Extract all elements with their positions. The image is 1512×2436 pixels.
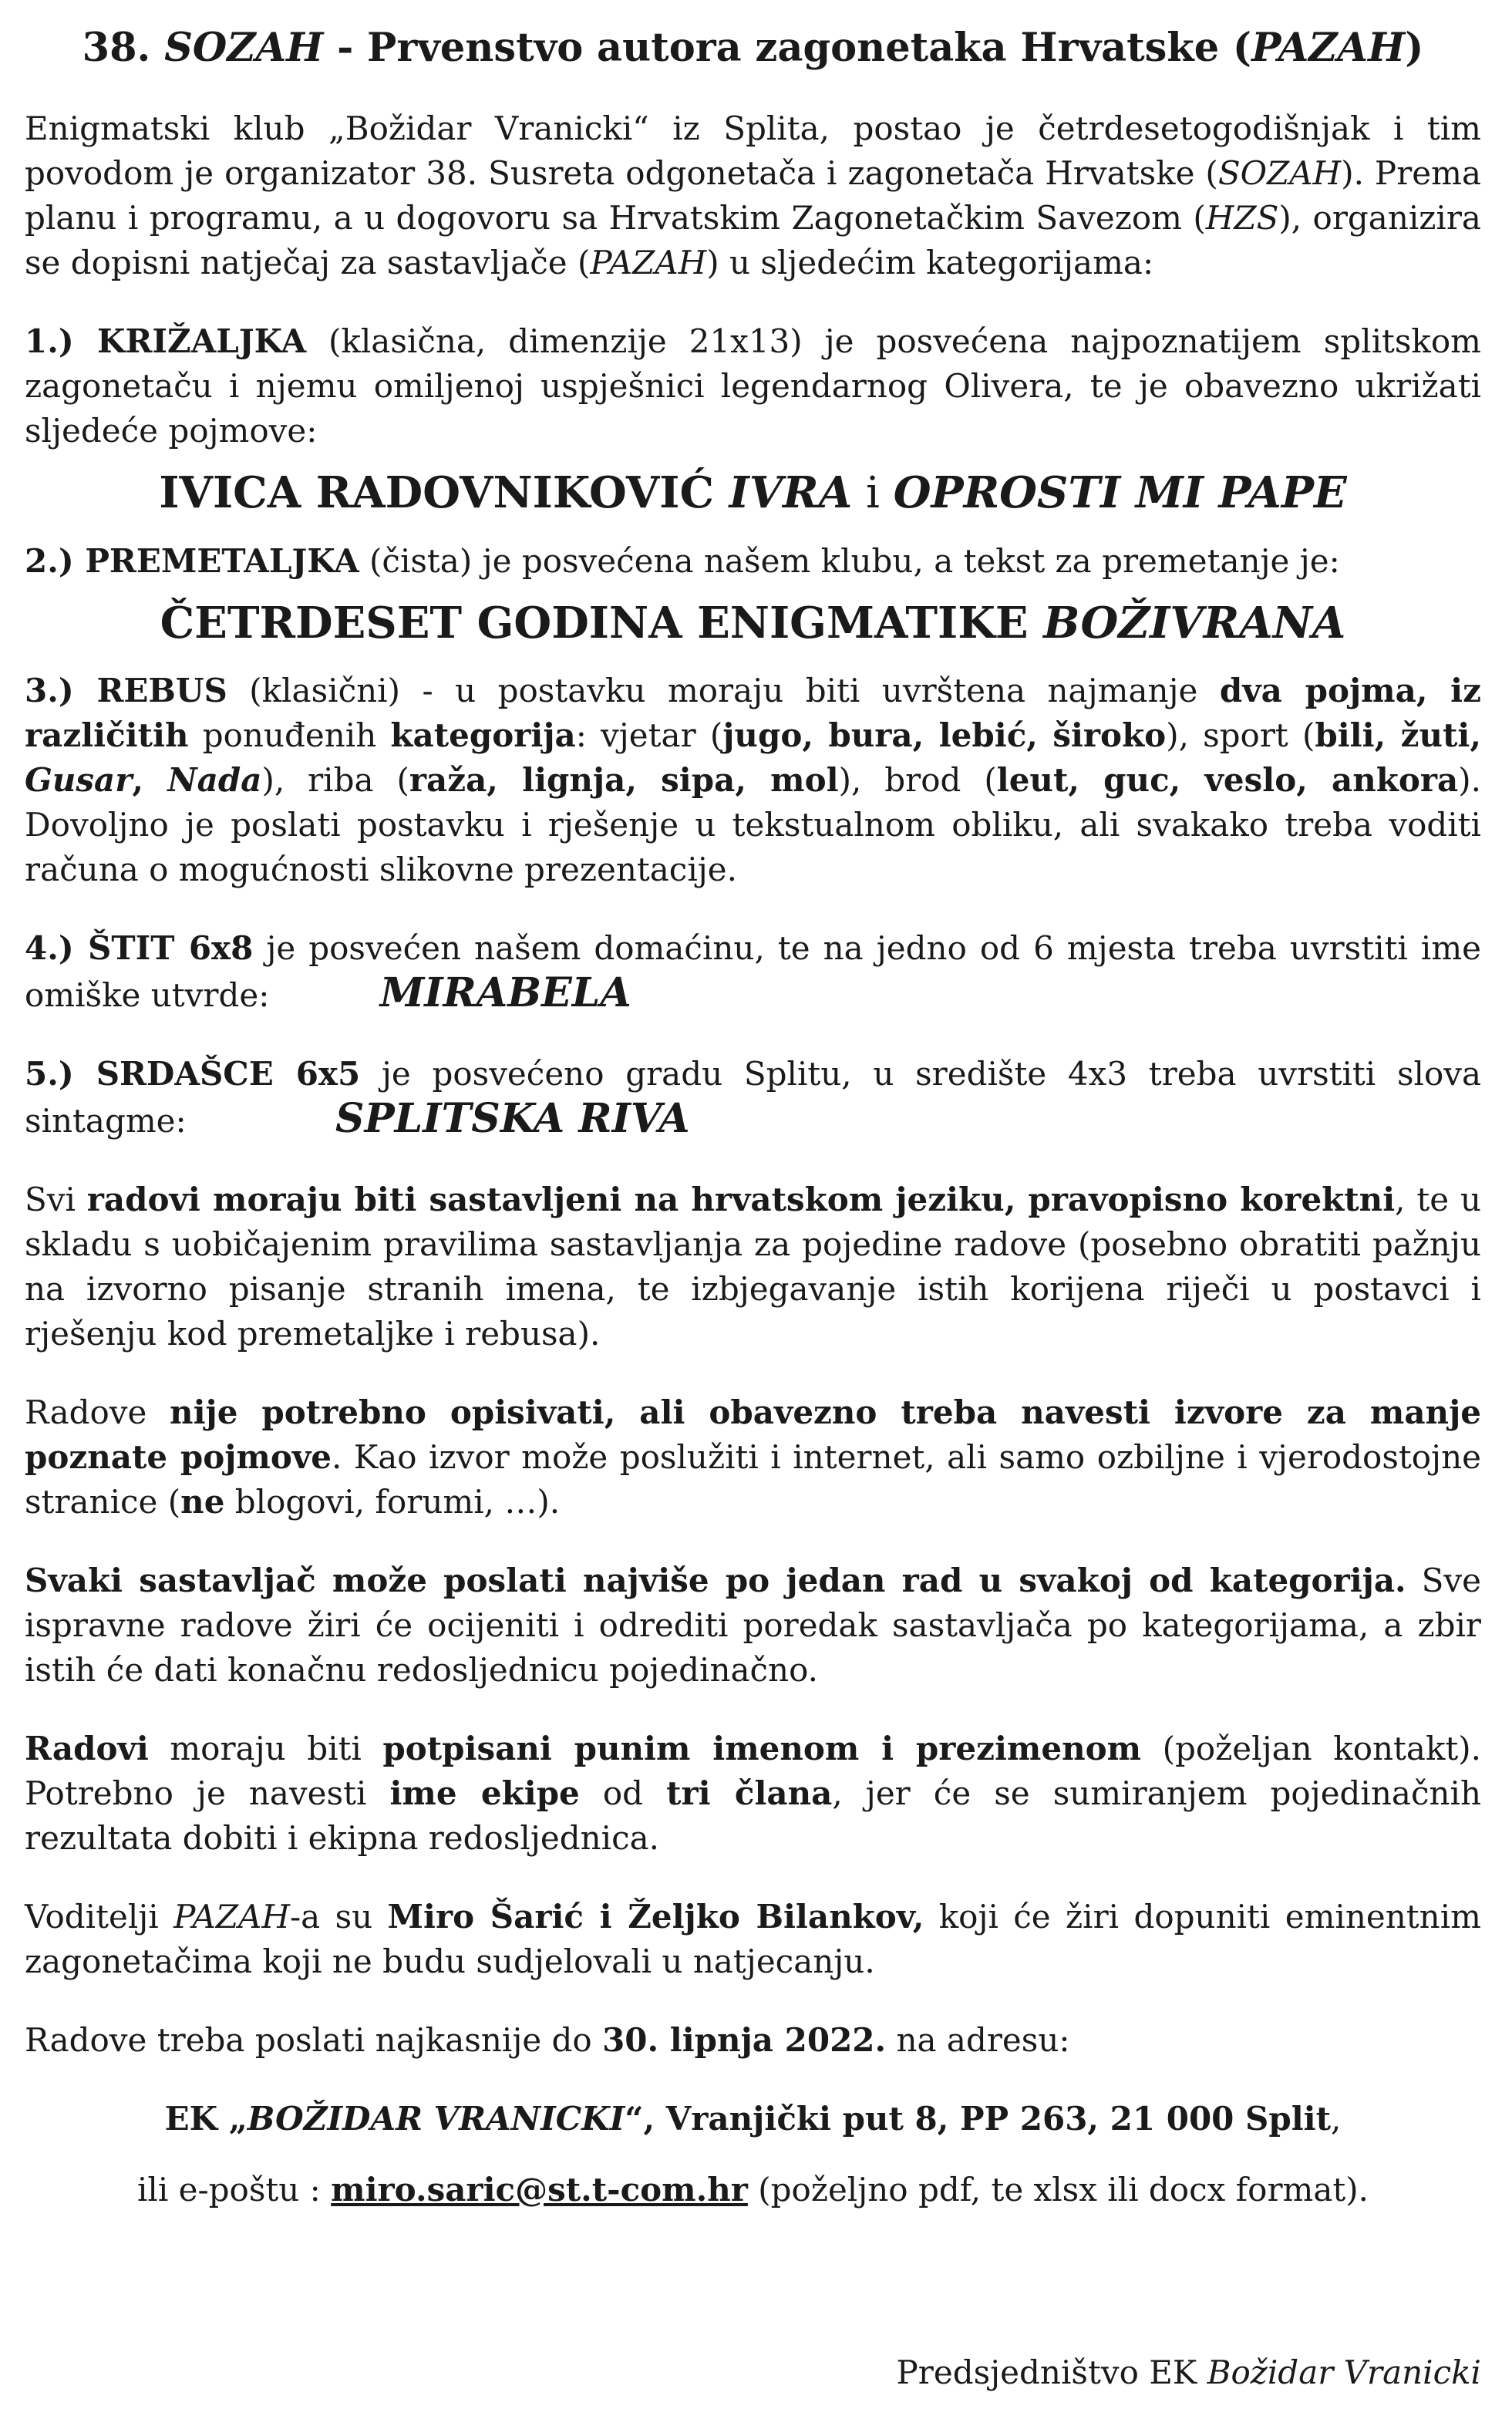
category-3-sport-italic: Nada <box>167 761 262 799</box>
intro-text-1: Enigmatski klub „Božidar Vranicki“ iz Splita, postao je četrdesetogodišnjak i tim povodom je organizator 38. Susreta odgonetača i zagonetača Hrvatske ( <box>25 110 1481 192</box>
category-3-text: ), riba ( <box>261 761 409 799</box>
rules-limit-paragraph <box>25 1558 1481 1693</box>
category-2-paragraph <box>25 539 1481 584</box>
rules-language-paragraph <box>25 1178 1481 1356</box>
intro-hzs: HZS <box>1205 199 1279 237</box>
rules-signing-paragraph <box>25 1727 1481 1861</box>
rules-bold: potpisani punim imenom i prezimenom <box>382 1730 1142 1767</box>
rules-text: , te u skladu s uobičajenim pravilima sastavljanja za pojedine radove (posebno obratiti pažnju na izvorno pisanje stranih imena, te izbjegavanje istih korijena riječi u postavci i rješenju kod premetaljke i rebusa). <box>25 1181 1481 1353</box>
intro-sozah: SOZAH <box>1217 154 1342 192</box>
category-3-text: ), brod ( <box>838 761 997 799</box>
intro-paragraph <box>25 106 1481 285</box>
title-sozah: SOZAH <box>164 25 324 71</box>
category-2-phrase-italic: BOŽIVRANA <box>1043 598 1346 649</box>
category-5-paragraph <box>25 1052 1481 1144</box>
rules-bold: ne <box>180 1483 225 1521</box>
category-1-conjunction: i <box>852 468 894 518</box>
rules-text: Sve ispravne radove žiri će ocijeniti i odrediti poredak sastavljača po kategorijama, a zbir istih će dati konačnu redosljednicu pojedinačno. <box>25 1562 1481 1689</box>
signature <box>897 2350 1481 2395</box>
category-1-term-1: IVICA RADOVNIKOVIĆ <box>159 467 729 518</box>
rules-text: . Kao izvor može poslužiti i internet, ali samo ozbiljne i vjerodostojne stranice ( <box>25 1438 1481 1521</box>
category-3-wind-list: jugo, bura, lebić, široko <box>722 716 1167 754</box>
rules-text: blogovi, forumi, …). <box>224 1483 561 1521</box>
intro-text-3: ), organizira se dopisni natječaj za sastavljače ( <box>25 199 1481 281</box>
category-3-boat-list: leut, guc, veslo, ankora <box>996 761 1459 799</box>
deadline-text: Radove treba poslati najkasnije do <box>25 2021 603 2059</box>
category-5-text: je posvećeno gradu Splitu, u središte 4x3 treba uvrstiti slova sintagme: <box>25 1055 1481 1140</box>
category-2-phrase <box>25 596 1481 650</box>
category-1-text: (klasična, dimenzije 21x13) je posvećena najpoznatijem splitskom zagonetaču i njemu omiljenoj uspješnici legendarnog Olivera, te je obavezno ukrižati sljedeće pojmove: <box>25 322 1481 450</box>
category-3-sport-italic: Gusar <box>25 761 133 799</box>
address-bold: “, Vranjički put 8, PP 263, 21 000 Split <box>625 2100 1332 2138</box>
category-3-sport-list: bili, žuti, <box>1315 716 1482 754</box>
rules-text: Svi <box>25 1181 87 1218</box>
title-text: - Prvenstvo autora zagonetaka Hrvatske ( <box>323 25 1252 71</box>
leaders-pazah: PAZAH <box>173 1898 290 1936</box>
leaders-names: Miro Šarić i Željko Bilankov, <box>387 1898 924 1936</box>
category-3-text: ponuđenih <box>188 716 391 754</box>
category-3-bold: dva pojma, iz različitih <box>25 672 1481 754</box>
category-2-text: (čista) je posvećena našem klubu, a tekst za premetanje je: <box>359 542 1340 580</box>
category-3-label: 3.) REBUS <box>25 672 227 709</box>
category-5-term: SPLITSKA RIVA <box>335 1095 690 1142</box>
category-3-paragraph <box>25 669 1481 892</box>
rules-bold: tri člana <box>666 1774 833 1812</box>
rules-text: Radove <box>25 1393 170 1431</box>
rules-text: (poželjan kontakt). Potrebno je navesti <box>25 1730 1482 1812</box>
category-3-fish-list: raža, lignja, sipa, mol <box>409 761 839 799</box>
category-1-paragraph <box>25 319 1481 453</box>
address-comma: , <box>1331 2100 1342 2138</box>
rules-bold: nije potrebno opisivati, ali obavezno treba navesti izvore za manje poznate pojmove <box>25 1393 1481 1476</box>
category-4-text: je posvećen našem domaćinu, te na jedno od 6 mjesta treba uvrstiti ime omiške utvrde: <box>25 929 1482 1014</box>
rules-bold: Radovi <box>25 1730 149 1767</box>
address-bold: EK „ <box>164 2100 248 2138</box>
category-3-text: : vjetar ( <box>575 716 723 754</box>
category-3-text: ). Dovoljno je poslati postavku i rješenje u tekstualnom obliku, ali svakako treba voditi računa o mogućnosti slikovne prezentacije. <box>25 761 1482 888</box>
signature-text: Predsjedništvo EK <box>896 2353 1207 2391</box>
category-1-term-1-nick: IVRA <box>729 467 853 518</box>
email-text: (poželjno pdf, te xlsx ili docx format). <box>747 2171 1369 2209</box>
category-3-bold: kategorija <box>390 716 576 754</box>
category-4-label: 4.) ŠTIT 6x8 <box>25 929 254 967</box>
signature-club: Božidar Vranicki <box>1207 2353 1481 2391</box>
leaders-paragraph <box>25 1895 1481 1984</box>
category-3-text: (klasični) - u postavku moraju biti uvrštena najmanje <box>227 672 1220 709</box>
leaders-text: Voditelji <box>25 1898 174 1936</box>
leaders-text: koji će žiri dopuniti eminentnim zagonetačima koji ne budu sudjelovali u natjecanju. <box>25 1898 1481 1980</box>
category-1-terms <box>25 466 1481 521</box>
category-2-label: 2.) PREMETALJKA <box>25 542 359 580</box>
deadline-text: na adresu: <box>886 2021 1070 2059</box>
title-close: ) <box>1405 25 1424 71</box>
intro-text-4: ) u sljedećim kategorijama: <box>706 244 1154 281</box>
category-1-term-2: OPROSTI MI PAPE <box>893 467 1347 518</box>
title-pazah: PAZAH <box>1251 25 1406 71</box>
email-text: ili e-poštu : <box>136 2171 332 2209</box>
intro-pazah: PAZAH <box>590 244 707 281</box>
category-3-separator: , <box>132 761 168 799</box>
intro-text-2: ). Prema planu i programu, a u dogovoru sa Hrvatskim Zagonetačkim Savezom ( <box>25 154 1481 237</box>
email-line <box>25 2168 1481 2212</box>
category-4-paragraph <box>25 926 1481 1018</box>
rules-sources-paragraph <box>25 1390 1481 1525</box>
address-line <box>25 2097 1481 2141</box>
email-link[interactable]: miro.saric@st.t-com.hr <box>331 2171 748 2209</box>
category-5-label: 5.) SRDAŠCE 6x5 <box>25 1055 361 1093</box>
page-title <box>25 23 1481 72</box>
category-4-term: MIRABELA <box>379 969 631 1016</box>
deadline-paragraph <box>25 2018 1481 2063</box>
rules-text: , jer će se sumiranjem pojedinačnih rezultata dobiti i ekipna redosljednica. <box>25 1774 1482 1857</box>
leaders-text: -a su <box>289 1898 388 1936</box>
rules-text: od <box>579 1774 667 1812</box>
rules-bold: ime ekipe <box>389 1774 580 1812</box>
deadline-date: 30. lipnja 2022. <box>602 2021 887 2059</box>
rules-bold: radovi moraju biti sastavljeni na hrvatskom jeziku, pravopisno korektni <box>86 1181 1396 1218</box>
rules-text: moraju biti <box>148 1730 383 1767</box>
category-3-text: ), sport ( <box>1166 716 1315 754</box>
category-1-label: 1.) KRIŽALJKA <box>25 322 307 360</box>
rules-bold: Svaki sastavljač može poslati najviše po jedan rad u svakoj od kategorija. <box>25 1562 1406 1599</box>
address-club-name: BOŽIDAR VRANICKI <box>247 2100 625 2138</box>
title-number: 38. <box>82 25 151 71</box>
category-2-phrase-text: ČETRDESET GODINA ENIGMATIKE <box>160 598 1044 649</box>
